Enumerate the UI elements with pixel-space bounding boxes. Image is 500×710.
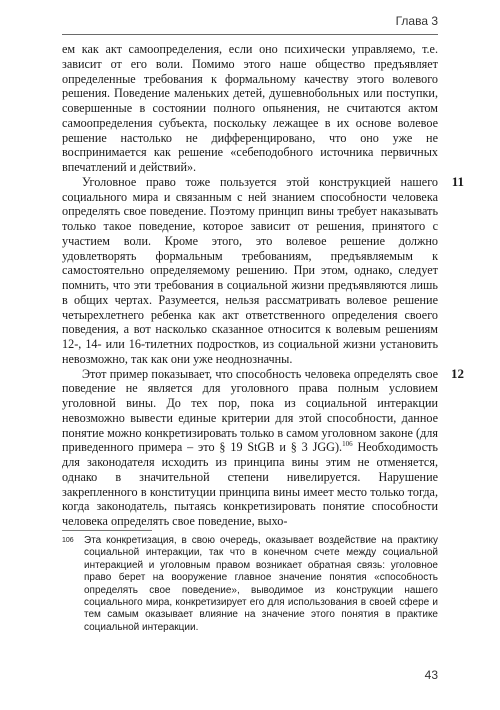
footnote	[62, 530, 438, 634]
footnote-reference[interactable]: 106	[342, 440, 353, 449]
body-text	[62, 42, 464, 529]
paragraph-text-part: Необходимость для законодателя исходить из принципа вины этим не отменяется, однако в значительной степени нивелируется. Нарушение закрепленного в конституции принципа вины имеет место только тогда, когда законодатель, пытаясь конкретизировать понятие способности человека определять свое поведение, выхо-	[62, 440, 438, 528]
paragraph-12	[62, 365, 464, 529]
paragraph-text: ем как акт самоопределения, если оно психически управляемо, т.е. зависит от его воли. Помимо этого наше общество предъявляет определенные требования к формальному качеству этого волевого решения. Поведение маленьких детей, душевнобольных или поступки, совершенные в состоянии полного опьянения, не считаются актом самоопределения субъекта, поскольку лежащее в их основе волевое решение настолько не дифференцировано, что оно уже не воспринимается как решение «себеподобного источника первичных впечатлений и действий».	[62, 42, 438, 174]
footnote-rule	[62, 530, 152, 531]
margin-number: 11	[451, 173, 464, 189]
footnote-body	[62, 535, 438, 634]
chapter-title: Глава 3	[395, 14, 438, 28]
paragraph-continuation	[62, 42, 438, 175]
margin-number: 12	[451, 365, 464, 381]
footnote-mark: 106	[62, 537, 74, 544]
paragraph-11	[62, 173, 464, 367]
paragraph-text-part: Этот пример показывает, что способность человека определять свое поведение не является для уголовного права полным условием уголовной вины. До тех пор, пока из социальной интеракции невозможно вывести единые критерии для этой способности, данное понятие можно конкретизировать только в самом уголовном законе (для приведенного примера – это § 19 StGB и § 3 JGG).	[62, 366, 438, 455]
paragraph-text	[62, 367, 438, 529]
page-number: 43	[424, 668, 438, 682]
paragraph-text: Уголовное право тоже пользуется этой конструкцией нашего социального мира и связанным с ней знанием способности человека определять свое поведение. Поэтому принцип вины требует наказывать только такое поведение, которое зависит от решения, принятого с участием воли. Кроме этого, это волевое решение должно удовлетворять формальным требованиям, предъявляемым к самостоятельно определяемому решению. При этом, однако, следует помнить, что эти требования в социальной жизни предъявляются лишь в общих чертах. Разумеется, нельзя рассматривать волевое решение четырехлетнего ребенка как акт ответственного определения своего поведения, а вот насколько сказанное относится к волевым решениям 12-, 14- или 16-тилетних подростков, из социальной жизни установить невозможно, так как они уже неоднозначны.	[62, 174, 438, 366]
running-header	[62, 10, 438, 35]
footnote-text: Эта конкретизация, в свою очередь, оказывает воздействие на практику социальной интеракции, так что в конечном счете между социальной интеракцией и уголовным правом возникает обратная связь: уголовное право берет на вооружение главное значение понятия «способность определять свое поведение», выводимое из конструкции нашего социального мира, конкретизирует его для использования в своей сфере и тем самым оказывает влияние на значение этого понятия в практике социальной интеракции.	[84, 535, 438, 633]
